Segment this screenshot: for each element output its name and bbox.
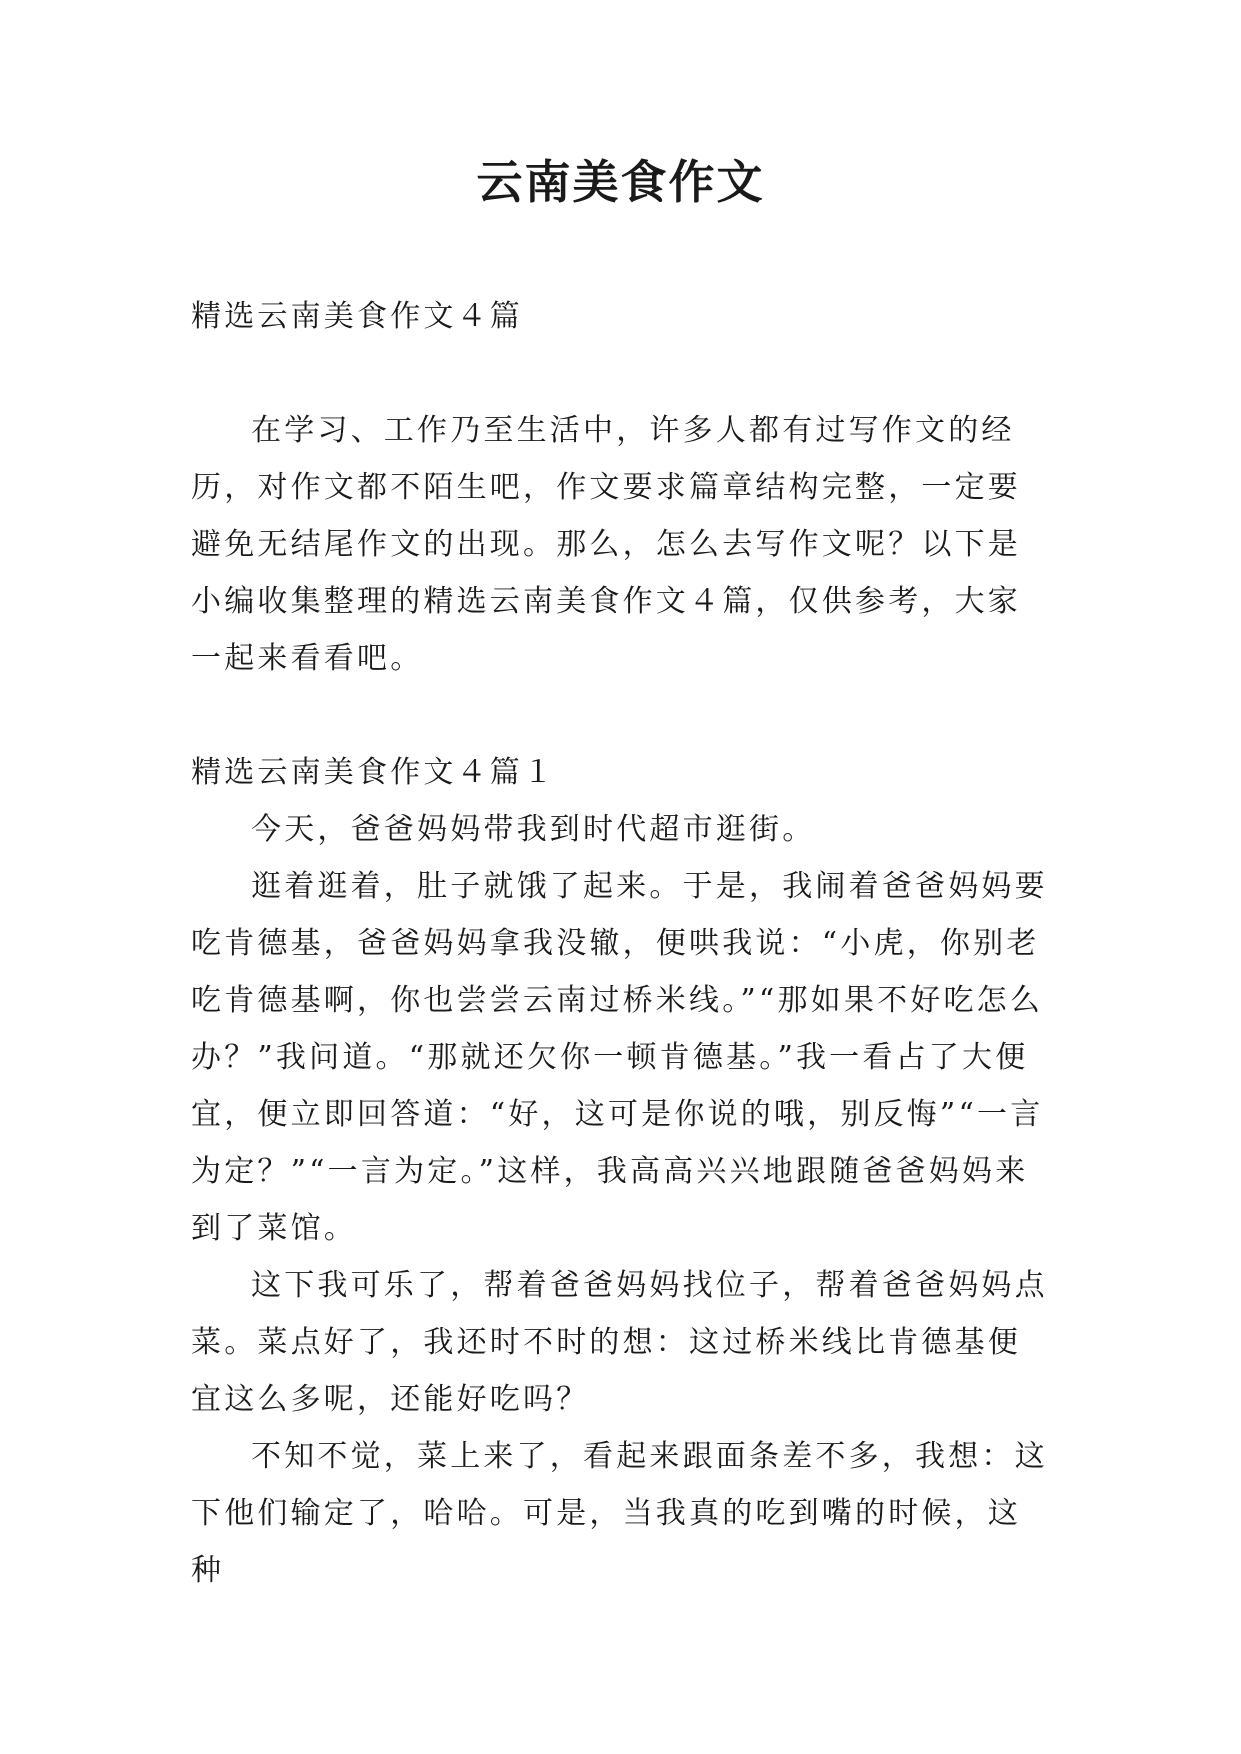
intro-paragraph: 在学习、工作乃至生活中，许多人都有过写作文的经历，对作文都不陌生吧，作文要求篇章结构完整，一定要避免无结尾作文的出现。那么，怎么去写作文呢？以下是小编收集整理的精选云南美食作文４篇，仅供参考，大家一起来看看吧。 [191, 413, 1021, 676]
spacer [191, 687, 1051, 744]
document-body [191, 288, 1051, 1599]
subtitle: 精选云南美食作文４篇 [191, 299, 523, 334]
body-paragraph: 逛着逛着，肚子就饿了起来。于是，我闹着爸爸妈妈要吃肯德基，爸爸妈妈拿我没辙，便哄我说：“小虎，你别老吃肯德基啊，你也尝尝云南过桥米线。”“那如果不好吃怎么办？”我问道。“那就还欠你一顿肯德基。”我一看占了大便宜，便立即回答道：“好，这可是你说的哦，别反悔”“一言为定？”“一言为定。”这样，我高高兴兴地跟随爸爸妈妈来到了菜馆。 [191, 869, 1048, 1246]
document-title: 云南美食作文 [476, 155, 765, 209]
body-paragraph: 不知不觉，菜上来了，看起来跟面条差不多，我想：这下他们输定了，哈哈。可是，当我真的吃到嘴的时候，这种 [191, 1439, 1048, 1588]
body-paragraph: 这下我可乐了，帮着爸爸妈妈找位子，帮着爸爸妈妈点菜。菜点好了，我还时不时的想：这过桥米线比肯德基便宜这么多呢，还能好吃吗？ [191, 1268, 1048, 1417]
spacer [191, 345, 1051, 402]
section-heading: 精选云南美食作文４篇１ [191, 755, 557, 790]
body-paragraph: 今天，爸爸妈妈带我到时代超市逛街。 [251, 812, 816, 847]
